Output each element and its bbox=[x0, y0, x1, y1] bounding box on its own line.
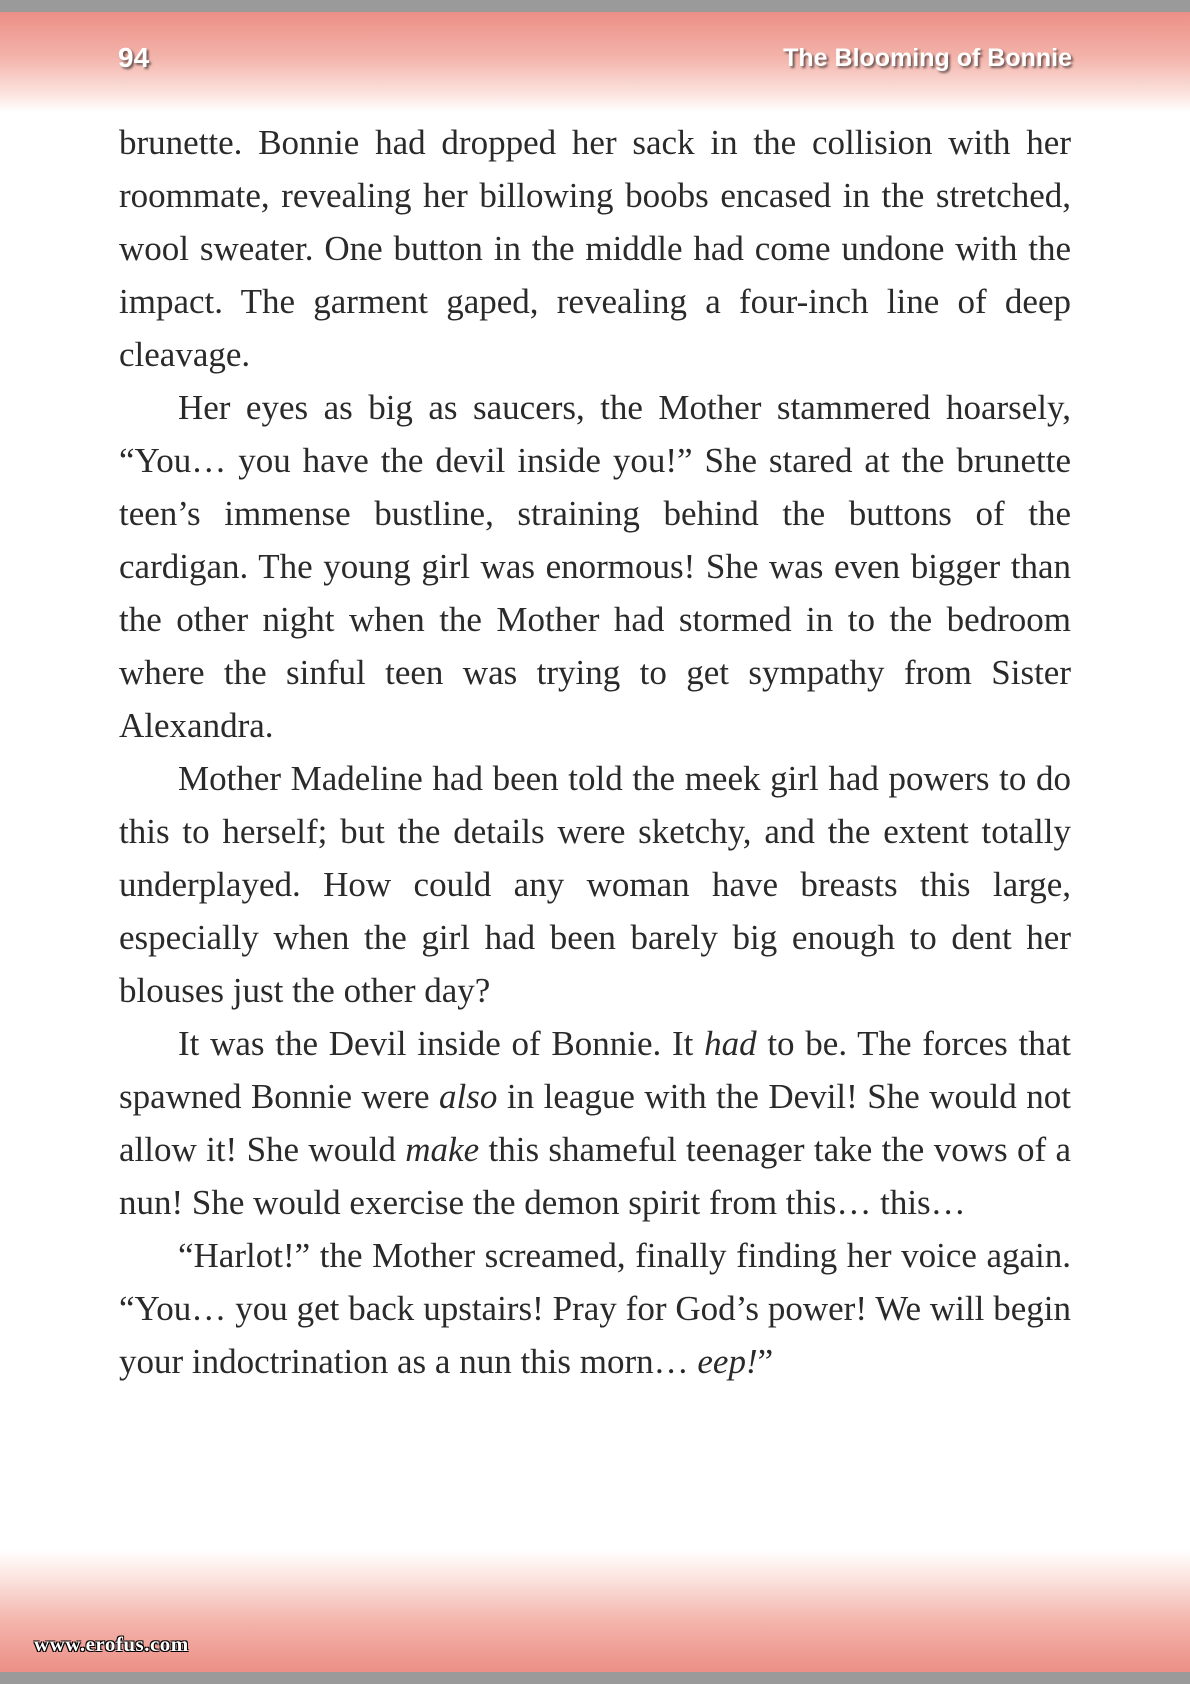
italic-text: make bbox=[405, 1130, 480, 1169]
italic-text: also bbox=[439, 1077, 498, 1116]
paragraph-text: in league with the Devil! She would not allow it! She would bbox=[119, 1077, 1071, 1169]
running-title: The Blooming of Bonnie bbox=[783, 44, 1072, 72]
paragraph bbox=[119, 381, 1071, 752]
paragraph bbox=[119, 1017, 1071, 1229]
page-header bbox=[0, 12, 1190, 112]
paragraph-text: It was the Devil inside of Bonnie. It bbox=[178, 1024, 705, 1063]
paragraph-text: to be. The forces that spawned Bonnie were bbox=[119, 1024, 1071, 1116]
watermark-text: www.erofus.com bbox=[34, 1632, 189, 1656]
paragraph bbox=[119, 752, 1071, 1017]
paragraph-text: “Harlot!” the Mother screamed, finally finding her voice again. “You… you get back upstairs! Pray for God’s power! We will begin your indoctrination as a nun this morn… bbox=[119, 1236, 1071, 1381]
paragraph-text: this shameful teenager take the vows of a nun! She would exercise the demon spirit from this… this… bbox=[119, 1130, 1071, 1222]
paragraph-text: Mother Madeline had been told the meek girl had powers to do this to herself; but the details were sketchy, and the extent totally underplayed. How could any woman have breasts this large, especially when the girl had been barely big enough to dent her blouses just the other day? bbox=[119, 759, 1071, 1010]
paragraph-text: Her eyes as big as saucers, the Mother stammered hoarsely, “You… you have the devil inside you!” She stared at the brunette teen’s immense bustline, straining behind the buttons of the cardigan. The young girl was enormous! She was even bigger than the other night when the Mother had stormed in to the bedroom where the sinful teen was trying to get sympathy from Sister Alexandra. bbox=[119, 388, 1071, 745]
italic-text: eep! bbox=[697, 1342, 758, 1381]
paragraph-text: ” bbox=[757, 1342, 774, 1381]
page-number: 94 bbox=[118, 42, 150, 73]
paragraph bbox=[119, 1229, 1071, 1388]
paragraph bbox=[119, 116, 1071, 381]
top-border bbox=[0, 0, 1190, 12]
bottom-border bbox=[0, 1672, 1190, 1684]
italic-text: had bbox=[704, 1024, 757, 1063]
paragraph-text: brunette. Bonnie had dropped her sack in the collision with her roommate, revealing her billowing boobs encased in the stretched, wool sweater. One button in the middle had come undone with the impact. The garment gaped, revealing a four-inch line of deep cleavage. bbox=[119, 123, 1071, 374]
body-text bbox=[119, 116, 1071, 1388]
